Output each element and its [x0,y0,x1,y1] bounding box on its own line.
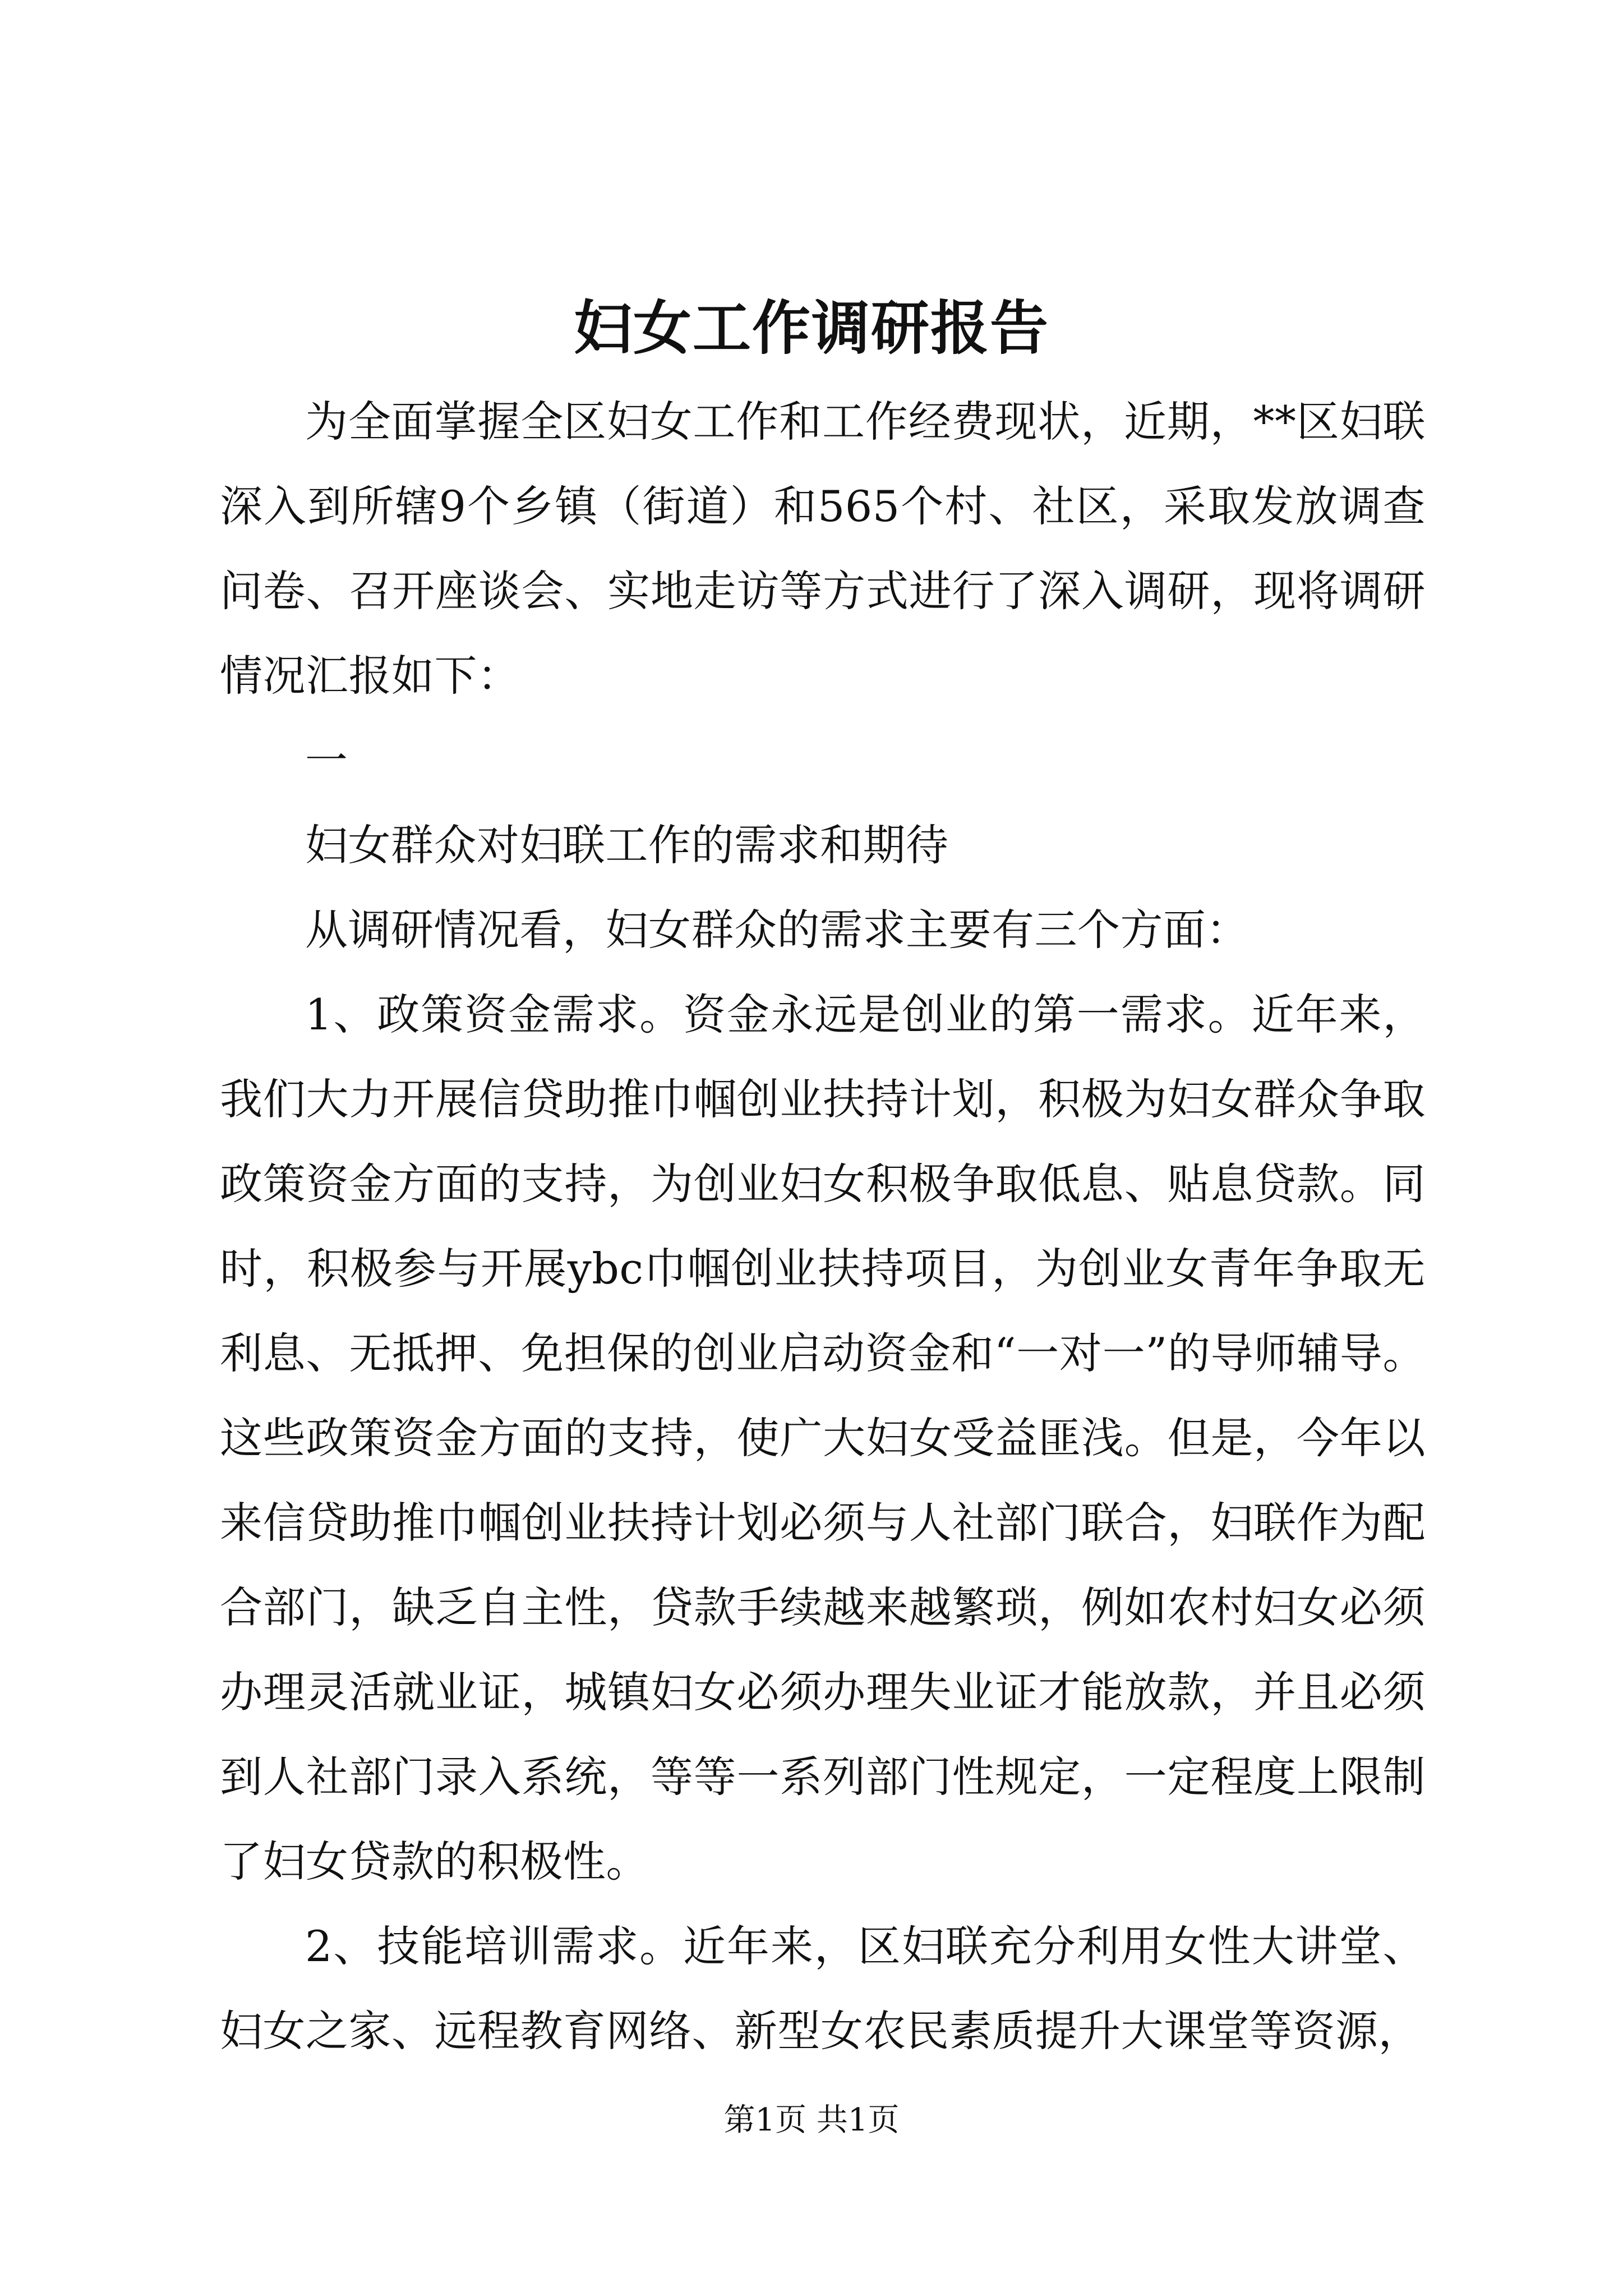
document-title: 妇女工作调研报告 [573,293,1049,362]
intro-paragraph: 为全面掌握全区妇女工作和工作经费现状，近期，**区妇联深入到所辖9个乡镇（街道）和565个村、社区，采取发放调查问卷、召开座谈会、实地走访等方式进行了深入调研，现将调研情况汇报如下： [220,397,1426,701]
skills-training-paragraph: 2、技能培训需求。近年来，区妇联充分利用女性大讲堂、妇女之家、远程教育网络、新型女农民素质提升大课堂等资源， [220,1921,1426,2056]
document-body [220,379,1426,2073]
section-number: 一 [305,735,348,785]
policy-funding-paragraph: 1、政策资金需求。资金永远是创业的第一需求。近年来，我们大力开展信贷助推巾帼创业扶持计划，积极为妇女群众争取政策资金方面的支持，为创业妇女积极争取低息、贴息贷款。同时，积极参与开展ybc巾帼创业扶持项目，为创业女青年争取无利息、无抵押、免担保的创业启动资金和“一对一”的导师辅导。这些政策资金方面的支持，使广大妇女受益匪浅。但是，今年以来信贷助推巾帼创业扶持计划必须与人社部门联合，妇联作为配合部门，缺乏自主性，贷款手续越来越繁琐，例如农村妇女必须办理灵活就业证，城镇妇女必须办理失业证才能放款，并且必须到人社部门录入系统，等等一系列部门性规定，一定程度上限制了妇女贷款的积极性。 [220,990,1426,1887]
page-footer: 第1页 共1页 [723,2102,900,2138]
section-heading: 妇女群众对妇联工作的需求和期待 [305,820,949,870]
section-lead-paragraph: 从调研情况看，妇女群众的需求主要有三个方面： [305,905,1249,955]
